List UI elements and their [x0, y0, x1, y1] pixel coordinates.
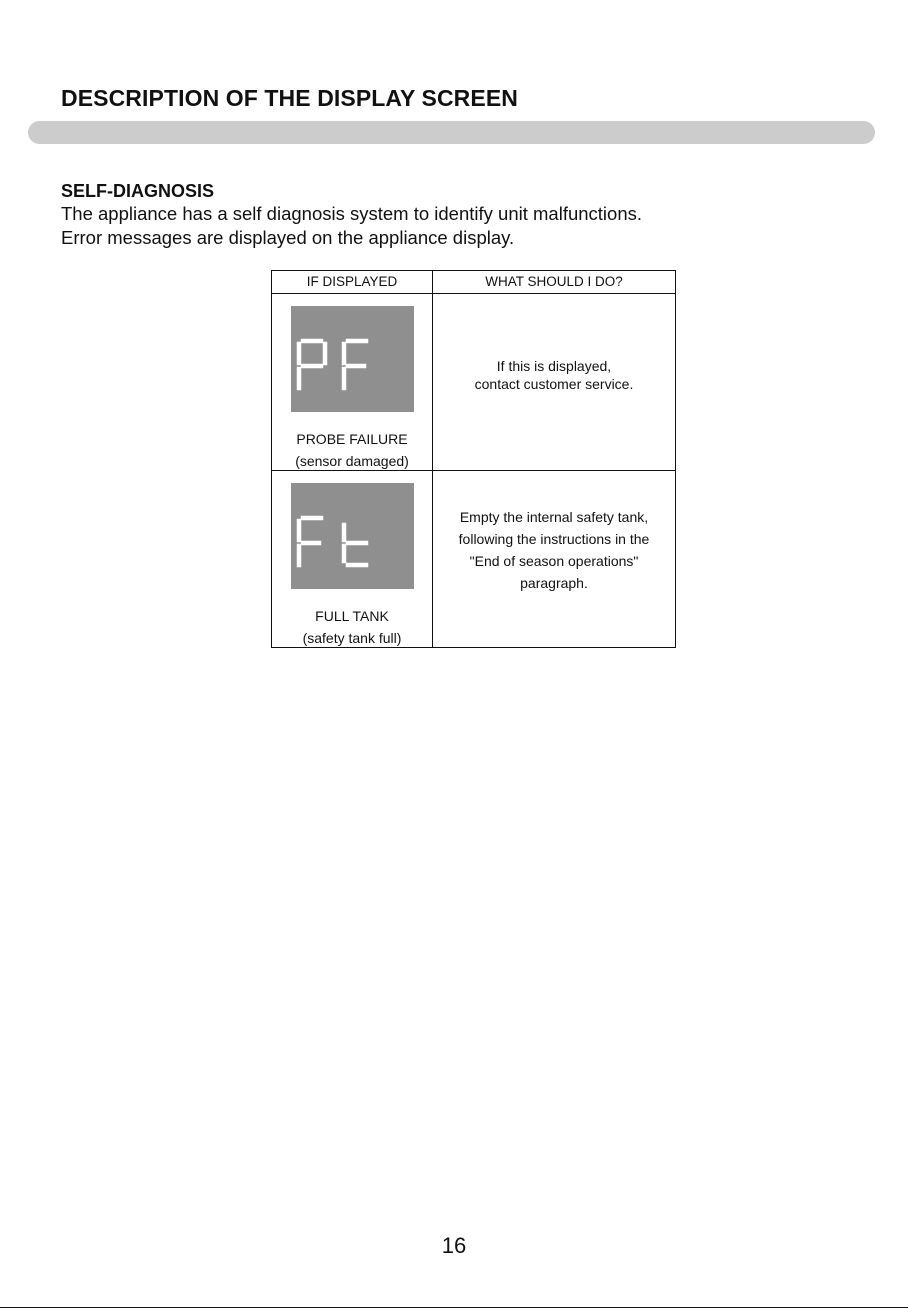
header-if-displayed: IF DISPLAYED	[272, 271, 433, 294]
action-line: following the instructions in the	[458, 531, 650, 547]
diagnosis-table	[271, 270, 676, 648]
action-text	[433, 357, 675, 393]
page-number: 16	[441, 1233, 467, 1258]
page-title: DESCRIPTION OF THE DISPLAY SCREEN	[61, 85, 518, 111]
action-line: If this is displayed,	[496, 358, 612, 374]
display-label	[272, 605, 432, 649]
pf-code-graphic	[291, 306, 414, 412]
title-divider-bar	[28, 121, 875, 144]
header-what-should-i-do: WHAT SHOULD I DO?	[433, 271, 676, 294]
display-cell-probe-failure	[272, 294, 433, 471]
table-row	[272, 471, 676, 648]
table-header-row	[272, 271, 676, 294]
action-cell	[433, 294, 676, 471]
bottom-rule	[0, 1307, 908, 1308]
intro-line-1: The appliance has a self diagnosis system to identify unit malfunctions.	[61, 203, 643, 224]
section-intro	[61, 202, 642, 250]
lcd-display-ft	[291, 483, 414, 589]
intro-line-2: Error messages are displayed on the appliance display.	[61, 227, 515, 248]
label-line-2: (sensor damaged)	[295, 453, 409, 469]
action-line: Empty the internal safety tank,	[459, 509, 649, 525]
action-text	[433, 506, 675, 594]
label-line-2: (safety tank full)	[302, 630, 402, 646]
label-line-1: FULL TANK	[315, 608, 389, 624]
label-line-1: PROBE FAILURE	[296, 431, 408, 447]
display-label	[272, 428, 432, 472]
display-cell-full-tank	[272, 471, 433, 648]
action-cell	[433, 471, 676, 648]
action-line: contact customer service.	[474, 376, 634, 392]
section-title: SELF-DIAGNOSIS	[61, 181, 215, 201]
action-line: "End of season operations"	[469, 553, 639, 569]
ft-code-graphic	[291, 483, 414, 589]
action-line: paragraph.	[520, 575, 588, 591]
lcd-display-pf	[291, 306, 414, 412]
table-row	[272, 294, 676, 471]
